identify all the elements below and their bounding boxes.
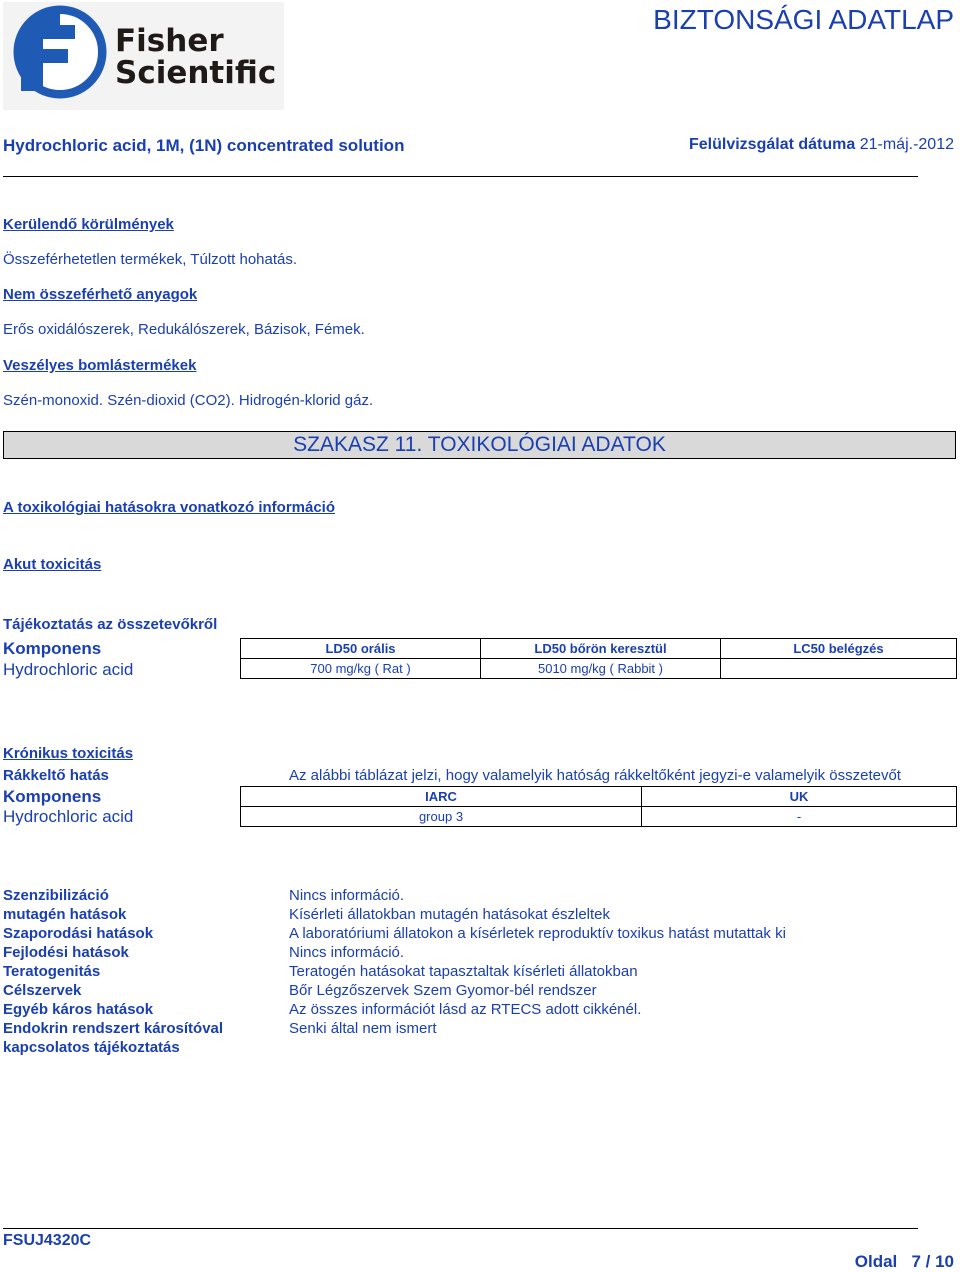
table-header-cell: LD50 orális: [241, 639, 481, 659]
table-cell: group 3: [241, 807, 642, 827]
table-header-cell: IARC: [241, 787, 642, 807]
logo-wordmark-scientific: Scientific: [115, 55, 277, 91]
logo-wordmark-fisher: Fisher: [115, 23, 224, 59]
table-header-cell: LC50 belégzés: [721, 639, 957, 659]
chronic-toxicity-heading: Krónikus toxicitás: [3, 745, 134, 762]
effect-label: kapcsolatos tájékoztatás: [3, 1039, 180, 1056]
incompatible-materials-text: Erős oxidálószerek, Redukálószerek, Bázisok, Fémek.: [3, 321, 365, 338]
document-title: BIZTONSÁGI ADATLAP: [653, 4, 954, 35]
toxicological-info-heading: A toxikológiai hatásokra vonatkozó információ: [3, 499, 336, 516]
carcinogenicity-table: [240, 786, 957, 827]
table-row: [241, 807, 957, 827]
product-name: Hydrochloric acid, 1M, (1N) concentrated solution: [3, 136, 405, 155]
carcinogenicity-note: Az alábbi táblázat jelzi, hogy valamelyik hatóság rákkeltőként jegyzi-e valamelyik összetevőt: [289, 767, 901, 784]
effect-label: Teratogenitás: [3, 963, 101, 980]
fisher-f-emblem-icon: [13, 5, 107, 99]
effect-label: Célszervek: [3, 982, 82, 999]
page-label: Oldal: [854, 1252, 898, 1271]
effect-value: Nincs információ.: [289, 944, 405, 961]
section-11-title: SZAKASZ 11. TOXIKOLÓGIAI ADATOK: [3, 431, 956, 459]
table-cell: [721, 659, 957, 679]
acute-komponens-label: Komponens: [3, 639, 102, 658]
avoid-conditions-text: Összeférhetetlen termékek, Túlzott hohatás.: [3, 251, 298, 268]
effect-value: Nincs információ.: [289, 887, 405, 904]
revision-label: Felülvizsgálat dátuma: [689, 136, 856, 153]
revision-info: [689, 136, 954, 154]
effect-value: Az összes információt lásd az RTECS adott cikkénél.: [289, 1001, 642, 1018]
effect-label: Egyéb káros hatások: [3, 1001, 154, 1018]
acute-toxicity-heading: Akut toxicitás: [3, 556, 102, 573]
table-header-cell: UK: [642, 787, 957, 807]
table-header-row: [241, 639, 957, 659]
header-divider: [3, 176, 918, 177]
effect-label: Fejlodési hatások: [3, 944, 129, 961]
acute-toxicity-table: [240, 638, 957, 679]
page-number: 7 / 10: [911, 1252, 954, 1271]
table-cell: 5010 mg/kg ( Rabbit ): [481, 659, 721, 679]
decomposition-text: Szén-monoxid. Szén-dioxid (CO2). Hidrogén-klorid gáz.: [3, 392, 374, 409]
revision-date: 21-máj.-2012: [859, 136, 954, 153]
effect-value: Teratogén hatásokat tapasztaltak kísérleti állatokban: [289, 963, 638, 980]
effect-label: Endokrin rendszert károsítóval: [3, 1020, 224, 1037]
effect-label: Szenzibilizáció: [3, 887, 109, 904]
table-header-cell: LD50 bőrön keresztül: [481, 639, 721, 659]
avoid-conditions-heading: Kerülendő körülmények: [3, 216, 174, 233]
footer-divider: [3, 1228, 918, 1229]
effect-value: A laboratóriumi állatokon a kísérletek reproduktív toxikus hatást mutattak ki: [289, 925, 786, 942]
carcinogenicity-label: Rákkeltő hatás: [3, 767, 109, 784]
fisher-scientific-logo: [3, 2, 284, 110]
chronic-component-name: Hydrochloric acid: [3, 807, 134, 826]
effect-label: Szaporodási hatások: [3, 925, 154, 942]
document-code: FSUJ4320C: [3, 1232, 92, 1249]
effect-value: Senki által nem ismert: [289, 1020, 437, 1037]
table-row: [241, 659, 957, 679]
decomposition-heading: Veszélyes bomlástermékek: [3, 357, 197, 374]
effect-value: Kísérleti állatokban mutagén hatásokat észleltek: [289, 906, 611, 923]
table-header-row: [241, 787, 957, 807]
effect-value: Bőr Légzőszervek Szem Gyomor-bél rendszer: [289, 982, 597, 999]
incompatible-materials-heading: Nem összeférhető anyagok: [3, 286, 198, 303]
table-cell: -: [642, 807, 957, 827]
chronic-komponens-label: Komponens: [3, 787, 102, 806]
page-indicator: [855, 1252, 954, 1272]
effect-label: mutagén hatások: [3, 906, 127, 923]
acute-component-name: Hydrochloric acid: [3, 660, 134, 679]
components-info-heading: Tájékoztatás az összetevőkről: [3, 616, 218, 633]
table-cell: 700 mg/kg ( Rat ): [241, 659, 481, 679]
